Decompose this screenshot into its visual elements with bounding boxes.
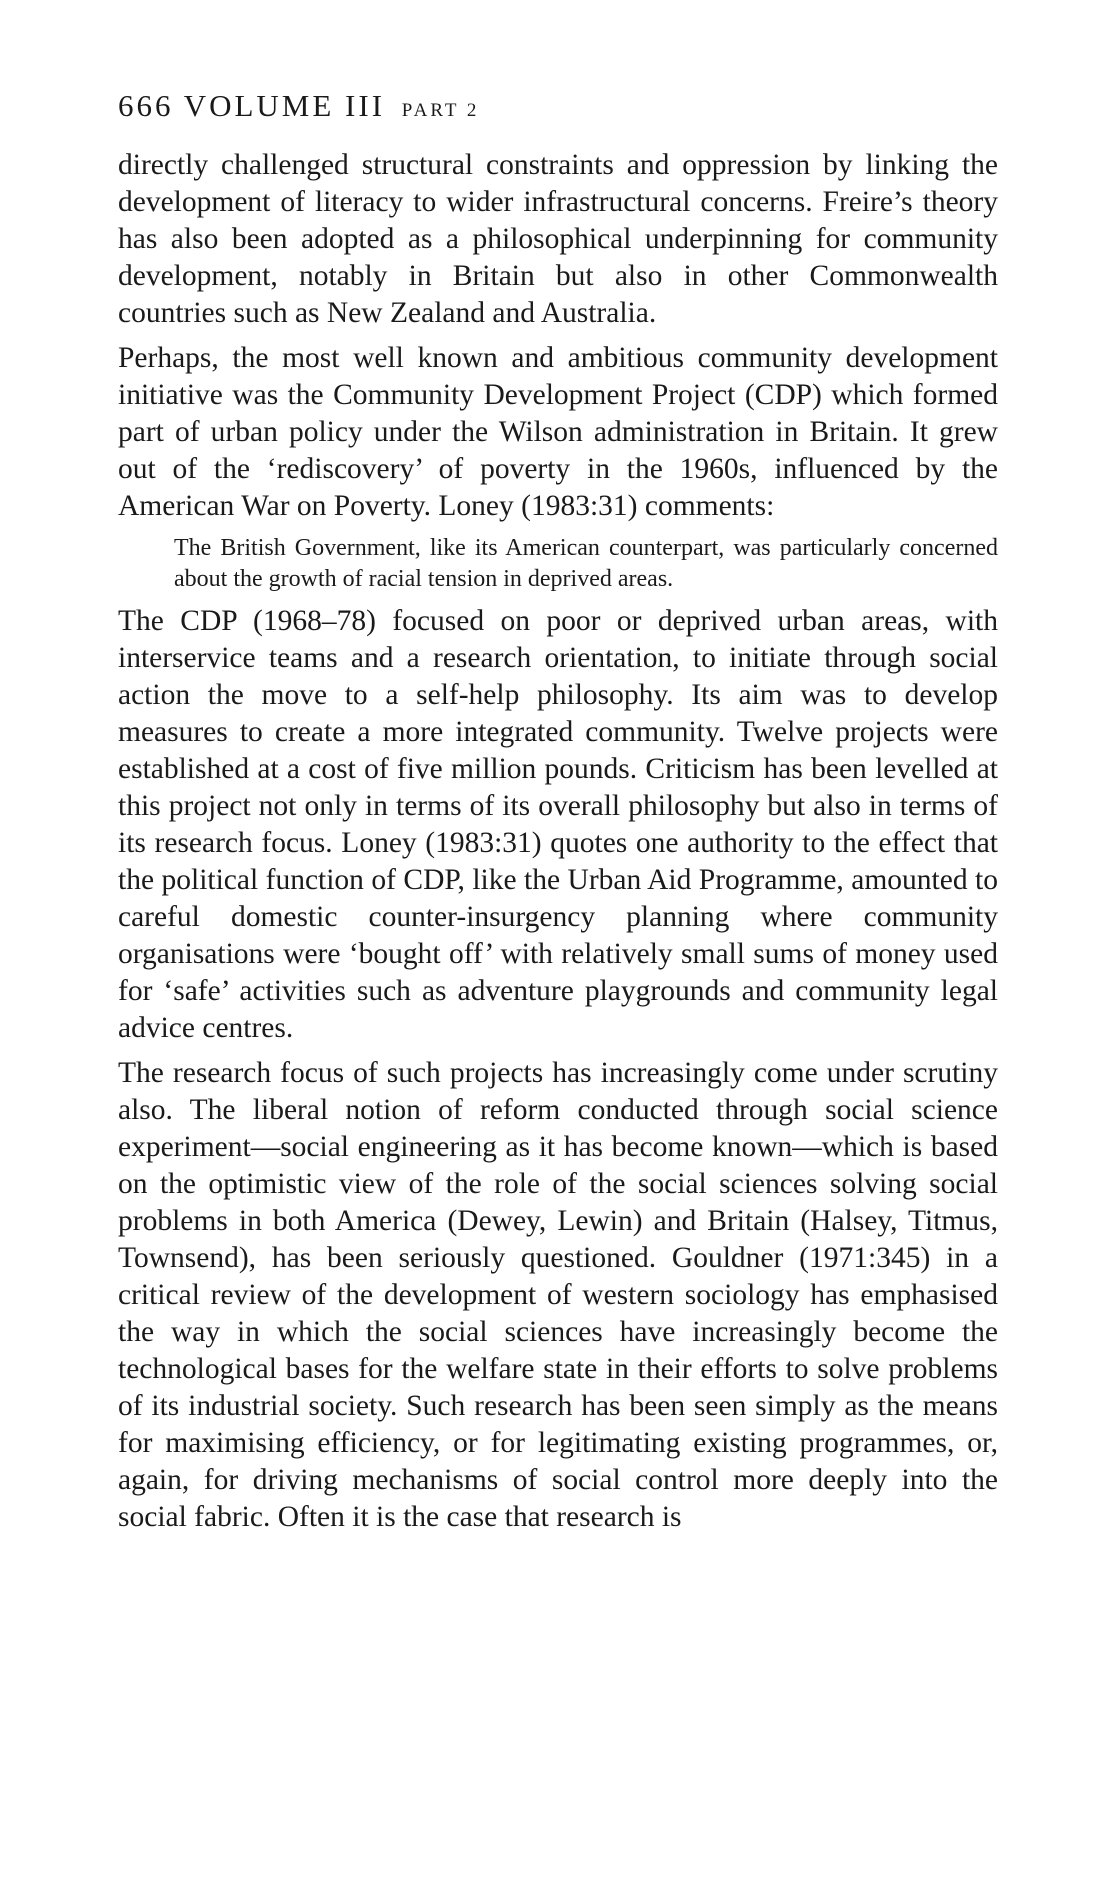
- book-page: [118, 84, 998, 1542]
- block-quote: The British Government, like its American counterpart, was particularly concerned about the growth of racial tension in deprived areas.: [174, 535, 998, 592]
- page-number: 666: [118, 88, 174, 123]
- paragraph-3: The CDP (1968–78) focused on poor or deprived urban areas, with interservice teams and a research orientation, to initiate through social action the move to a self-help philosophy. Its aim was to develop measures to create a more integrated community. Twelve projects were established at a cost of five million pounds. Criticism has been levelled at this project not only in terms of its overall philosophy but also in terms of its research focus. Loney (1983:31) quotes one authority to the effect that the political function of CDP, like the Urban Aid Programme, amounted to careful domestic counter-insurgency planning where community organisations were ‘bought off’ with relatively small sums of money used for ‘safe’ activities such as adventure playgrounds and community legal advice centres.: [118, 605, 998, 1044]
- part-label: PART 2: [401, 100, 480, 121]
- volume-label: VOLUME III: [183, 88, 386, 123]
- running-head: [118, 84, 998, 133]
- paragraph-1: directly challenged structural constraints and oppression by linking the development of literacy to wider infrastructural concerns. Freire’s theory has also been adopted as a philosophical underpinning for community development, notably in Britain but also in other Commonwealth countries such as New Zealand and Australia.: [118, 149, 998, 329]
- paragraph-4: The research focus of such projects has increasingly come under scrutiny also. The liberal notion of reform conducted through social science experiment—social engineering as it has become known—which is based on the optimistic view of the role of the social sciences solving social problems in both America (Dewey, Lewin) and Britain (Halsey, Titmus, Townsend), has been seriously questioned. Gouldner (1971:345) in a critical review of the development of western sociology has emphasised the way in which the social sciences have increasingly become the technological bases for the welfare state in their efforts to solve problems of its industrial society. Such research has been seen simply as the means for maximising efficiency, or for legitimating existing programmes, or, again, for driving mechanisms of social control more deeply into the social fabric. Often it is the case that research is: [118, 1057, 998, 1533]
- paragraph-2: Perhaps, the most well known and ambitious community development initiative was the Community Development Project (CDP) which formed part of urban policy under the Wilson administration in Britain. It grew out of the ‘rediscovery’ of poverty in the 1960s, influenced by the American War on Poverty. Loney (1983:31) comments:: [118, 342, 998, 522]
